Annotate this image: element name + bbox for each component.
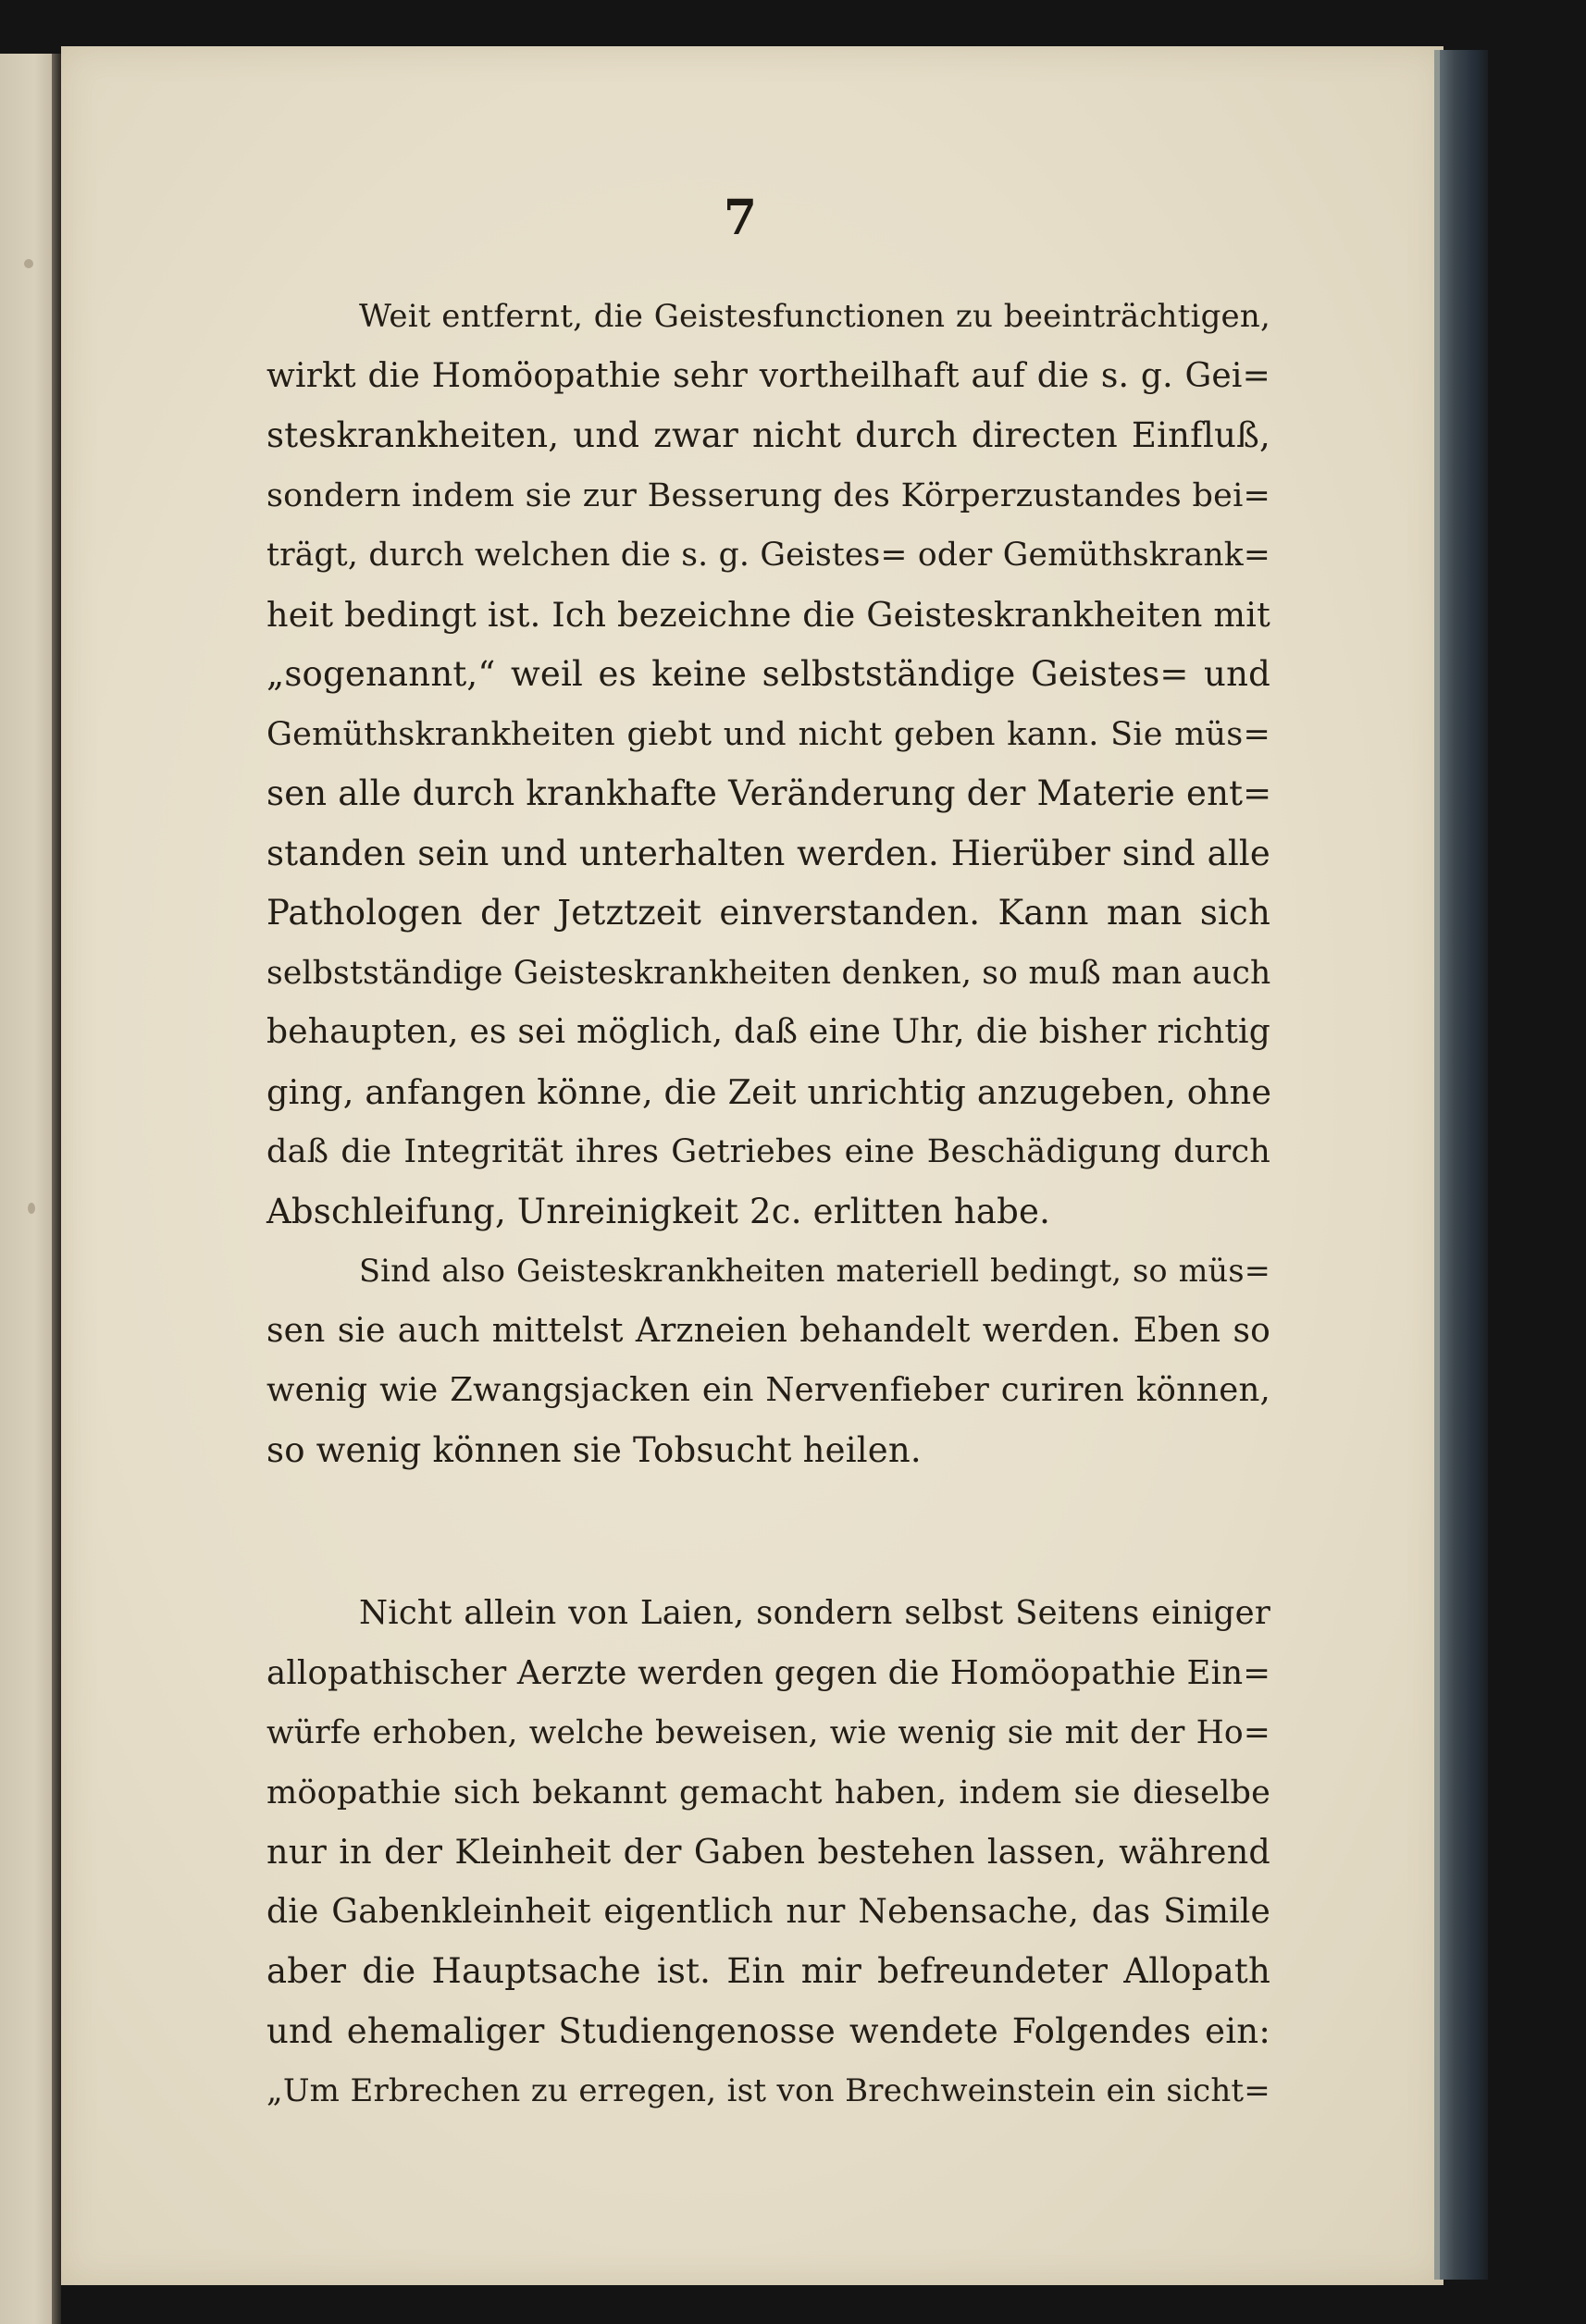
text-line: und ehemaliger Studiengenosse wendete Folgendes ein: [266,2010,1270,2051]
body-text [266,287,1270,2121]
text-line: nur in der Kleinheit der Gaben bestehen lassen, während [266,1832,1270,1872]
book-gutter [52,54,61,2324]
text-line: ging, anfangen könne, die Zeit unrichtig anzugeben, ohne [266,1071,1272,1112]
text-line: heit bedingt ist. Ich bezeichne die Geisteskrankheiten mit [266,594,1270,635]
book-cover-edge [1440,50,1488,2280]
paragraph-1 [266,287,1270,1242]
paragraph-2 [266,1242,1270,1480]
text-line: behaupten, es sei möglich, daß eine Uhr, die bisher richtig [266,1013,1270,1051]
text-line: würfe erhoben, welche beweisen, wie wenig sie mit der Ho= [266,1714,1270,1751]
paper-stain [28,1203,35,1214]
text-line: allopathischer Aerzte werden gegen die Homöopathie Ein= [266,1653,1271,1692]
text-line: selbstständige Geisteskrankheiten denken, so muß man auch [266,954,1271,992]
text-line: trägt, durch welchen die s. g. Geistes= oder Gemüthskrank= [266,537,1270,574]
text-line: steskrankheiten, und zwar nicht durch directen Einfluß, [266,415,1270,455]
text-line: die Gabenkleinheit eigentlich nur Nebensache, das Simile [266,1892,1270,1931]
paragraph-3 [266,1584,1270,2121]
text-line: möopathie sich bekannt gemacht haben, indem sie dieselbe [266,1774,1270,1811]
text-line: „Um Erbrechen zu erregen, ist von Brechweinstein ein sicht= [266,2072,1270,2109]
text-line: aber die Hauptsache ist. Ein mir befreundeter Allopath [266,1951,1270,1991]
text-line: wenig wie Zwangsjacken ein Nervenfieber curiren können, [266,1371,1270,1409]
text-line: standen sein und unterhalten werden. Hierüber sind alle [266,833,1270,873]
text-line: daß die Integrität ihres Getriebes eine Beschädigung durch [266,1133,1270,1170]
left-page-edge [0,54,57,2324]
text-line: sen sie auch mittelst Arzneien behandelt werden. Eben so [266,1311,1270,1350]
paper-stain [24,259,33,268]
text-line: Sind also Geisteskrankheiten materiell bedingt, so müs= [359,1253,1270,1289]
text-line: Weit entfernt, die Geistesfunctionen zu beeinträchtigen, [359,298,1270,335]
text-line: Pathologen der Jetztzeit einverstanden. Kann man sich [266,893,1270,933]
text-line: Abschleifung, Unreinigkeit 2c. erlitten habe. [266,1191,1051,1231]
page-number: 7 [723,190,758,246]
text-line: wirkt die Homöopathie sehr vortheilhaft auf die s. g. Gei= [266,356,1270,395]
paragraph-gap [266,1480,1270,1584]
text-line: so wenig können sie Tobsucht heilen. [266,1429,922,1470]
text-line: „sogenannt,“ weil es keine selbstständige Geistes= und [266,654,1270,694]
text-line: Gemüthskrankheiten giebt und nicht geben kann. Sie müs= [266,715,1270,753]
text-line: Nicht allein von Laien, sondern selbst Seitens einiger [359,1594,1270,1632]
text-line: sen alle durch krankhafte Veränderung der Materie ent= [266,773,1272,813]
text-line: sondern indem sie zur Besserung des Körperzustandes bei= [266,476,1270,514]
